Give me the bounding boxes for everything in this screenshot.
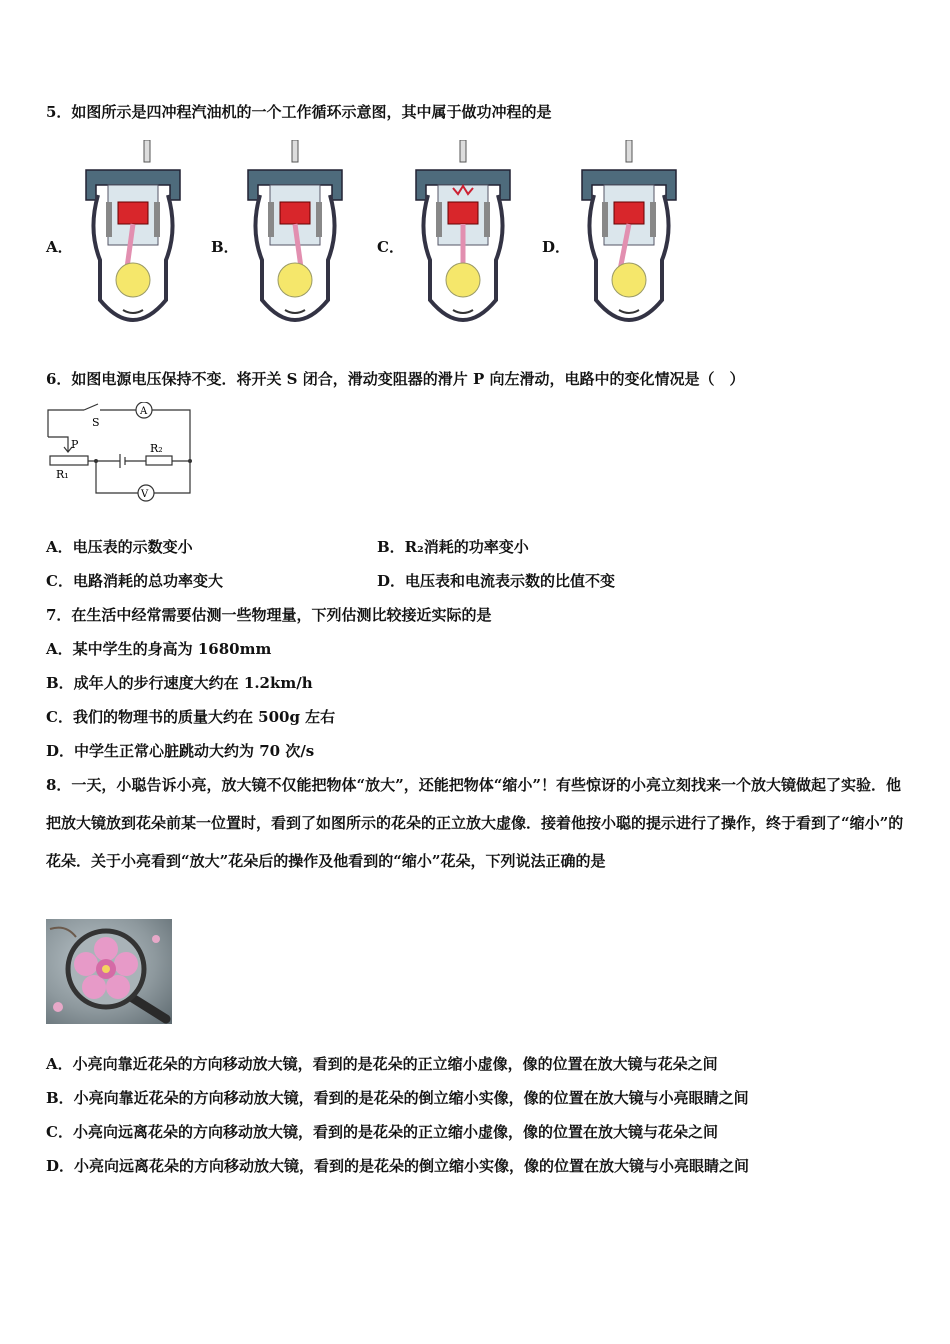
q8-option-d: D．小亮向远离花朵的方向移动放大镜，看到的是花朵的倒立缩小实像，像的位置在放大镜与小亮眼睛之间 — [46, 1157, 750, 1175]
magnifier-flower-photo — [46, 919, 172, 1024]
q5-option-a-label: A． — [46, 238, 73, 256]
q5-option-c-label: C． — [377, 238, 404, 256]
ammeter-label: A — [140, 406, 148, 417]
engine-diagram-b — [240, 140, 350, 325]
q7-stem: 7．在生活中经常需要估测一些物理量，下列估测比较接近实际的是 — [46, 606, 492, 624]
q8-option-a: A．小亮向靠近花朵的方向移动放大镜，看到的是花朵的正立缩小虚像，像的位置在放大镜与花朵之间 — [46, 1055, 718, 1073]
q5-option-d-label: D． — [542, 238, 571, 256]
q7-option-c: C．我们的物理书的质量大约在 500g 左右 — [46, 708, 336, 726]
engine-diagram-a — [78, 140, 188, 325]
voltmeter-label: V — [141, 489, 149, 500]
q6-stem: 6．如图电源电压保持不变．将开关 S 闭合，滑动变阻器的滑片 P 向左滑动，电路中的变化情况是（ ） — [46, 370, 745, 388]
q6-option-d: D．电压表和电流表示数的比值不变 — [377, 572, 616, 590]
q8-stem: 8．一天，小聪告诉小亮，放大镜不仅能把物体“放大”，还能把物体“缩小”！有些惊讶的小亮立刻找来一个放大镜做起了实验．他把放大镜放到花朵前某一位置时，看到了如图所示的花朵的正立放大虚像．接着他按小聪的提示进行了操作，终于看到了“缩小”的花朵．关于小亮看到“放大”花朵后的操作及他看到的“缩小”花朵，下列说法正确的是 — [46, 776, 904, 870]
q7-option-d: D．中学生正常心脏跳动大约为 70 次/s — [46, 742, 315, 760]
q5-stem: 5．如图所示是四冲程汽油机的一个工作循环示意图，其中属于做功冲程的是 — [46, 103, 552, 121]
q7-option-b: B．成年人的步行速度大约在 1.2km/h — [46, 674, 313, 692]
q6-option-b: B．R₂消耗的功率变小 — [377, 538, 529, 556]
circuit-label-r1: R₁ — [56, 468, 69, 481]
q7-option-a: A．某中学生的身高为 1680mm — [46, 640, 272, 658]
q8-option-c: C．小亮向远离花朵的方向移动放大镜，看到的是花朵的正立缩小虚像，像的位置在放大镜与花朵之间 — [46, 1123, 718, 1141]
q5-option-b-label: B． — [211, 238, 239, 256]
circuit-diagram — [44, 402, 194, 502]
q6-option-c: C．电路消耗的总功率变大 — [46, 572, 223, 590]
q8-option-b: B．小亮向靠近花朵的方向移动放大镜，看到的是花朵的倒立缩小实像，像的位置在放大镜与小亮眼睛之间 — [46, 1089, 749, 1107]
engine-diagram-c — [408, 140, 518, 325]
q6-option-a: A．电压表的示数变小 — [46, 538, 193, 556]
circuit-label-p: P — [71, 438, 79, 451]
engine-diagram-d — [574, 140, 684, 325]
circuit-label-s: S — [92, 416, 100, 429]
circuit-label-r2: R₂ — [150, 442, 163, 455]
